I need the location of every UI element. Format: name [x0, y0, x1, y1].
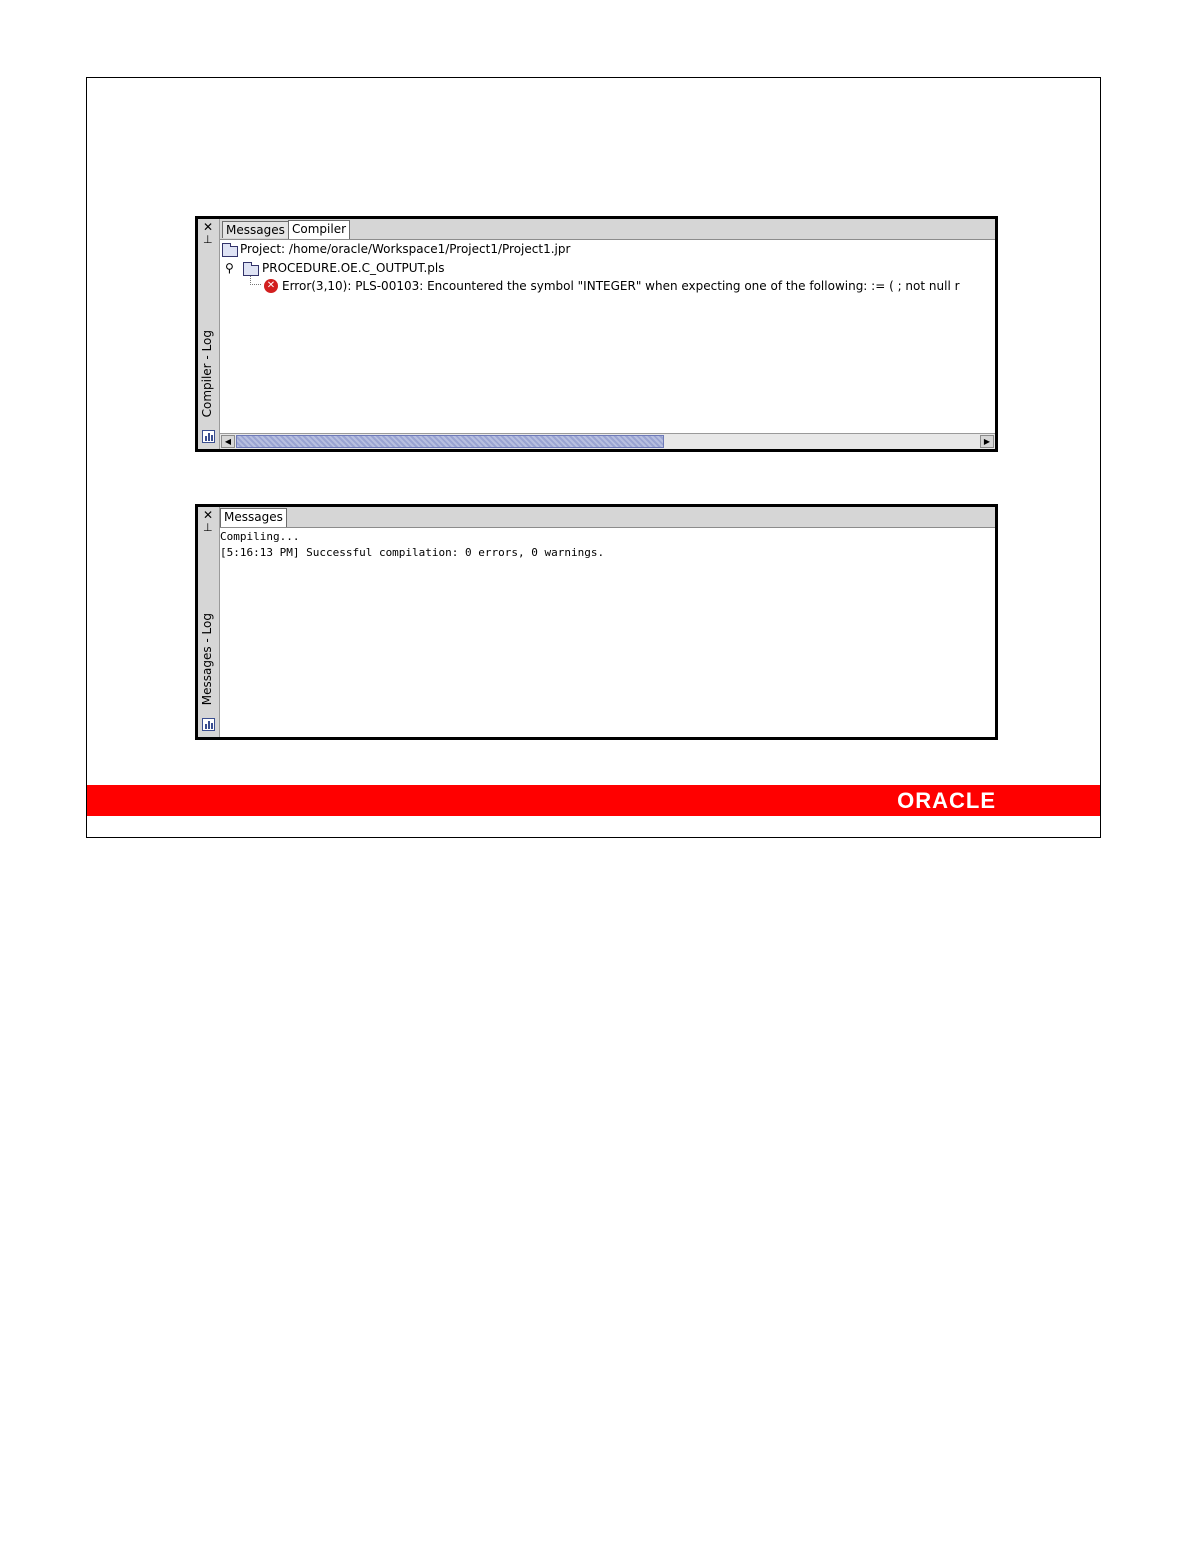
messages-log-side-strip: [198, 507, 220, 737]
compiler-log-side-label: Compiler - Log: [200, 329, 214, 417]
tab-compiler[interactable]: Compiler: [288, 220, 350, 239]
project-path-label: Project: /home/oracle/Workspace1/Project1/Project1.jpr: [240, 242, 571, 256]
messages-output: [220, 528, 995, 737]
scroll-thumb[interactable]: [236, 435, 664, 448]
slide-frame: [86, 77, 1101, 838]
chart-icon[interactable]: [202, 718, 215, 731]
compiler-log-panel: [195, 216, 998, 452]
horizontal-scrollbar[interactable]: [220, 433, 995, 449]
message-line: Compiling...: [220, 530, 300, 543]
error-icon: ✕: [264, 279, 278, 293]
messages-log-panel: [195, 504, 998, 740]
chart-icon[interactable]: [202, 430, 215, 443]
pushpin-icon: ⚲: [225, 261, 234, 275]
tab-messages[interactable]: Messages: [220, 508, 287, 527]
messages-log-tabbar: [220, 507, 995, 528]
pin-icon[interactable]: ⊥: [203, 233, 213, 246]
compiler-log-side-strip: [198, 219, 220, 449]
folder-icon: [222, 246, 238, 257]
scroll-left-icon[interactable]: ◀: [221, 435, 235, 448]
error-message-label: Error(3,10): PLS-00103: Encountered the symbol "INTEGER" when expecting one of the following: := ( ; not null r: [282, 279, 960, 293]
tab-messages[interactable]: Messages: [222, 221, 289, 238]
messages-log-side-label: Messages - Log: [200, 612, 214, 705]
message-line: [5:16:13 PM] Successful compilation: 0 errors, 0 warnings.: [220, 546, 605, 559]
pin-icon[interactable]: ⊥: [203, 521, 213, 534]
oracle-logo: ORACLE: [897, 788, 996, 813]
compiler-log-tabbar: [220, 219, 995, 240]
compiler-tree: [220, 240, 995, 449]
file-name-label: PROCEDURE.OE.C_OUTPUT.pls: [262, 261, 445, 275]
footer-bar: [87, 785, 1100, 816]
tree-connector: [250, 276, 261, 285]
scroll-right-icon[interactable]: ▶: [980, 435, 994, 448]
close-icon[interactable]: ✕: [203, 508, 214, 522]
close-icon[interactable]: ✕: [203, 220, 214, 234]
folder-icon: [243, 265, 259, 276]
